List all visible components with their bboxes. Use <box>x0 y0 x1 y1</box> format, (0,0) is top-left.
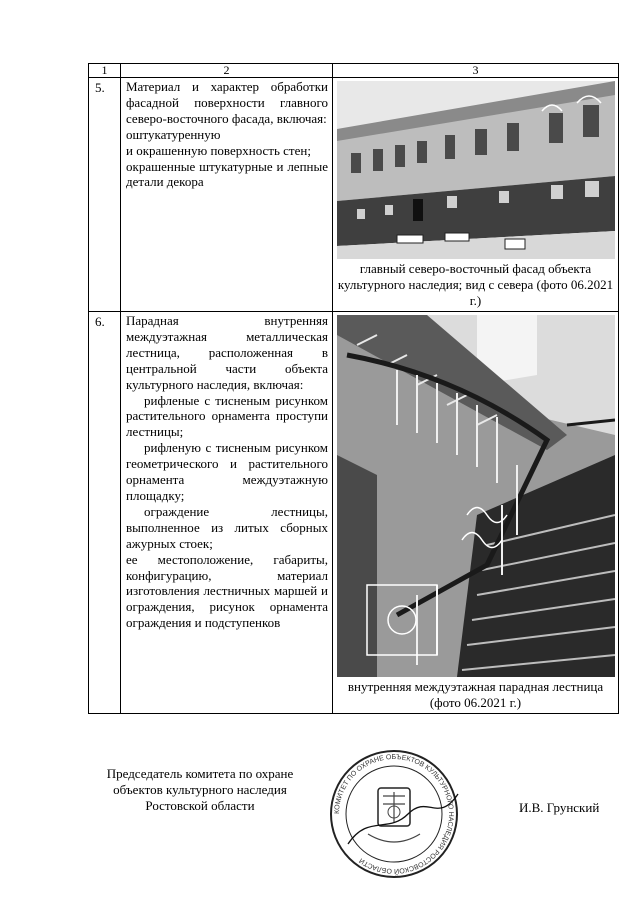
seal-text: КОМИТЕТ ПО ОХРАНЕ ОБЪЕКТОВ КУЛЬТУРНОГО НАСЛЕДИЯ РОСТОВСКОЙ ОБЛАСТИ <box>333 753 455 875</box>
col-header-2: 2 <box>121 64 333 78</box>
header-row <box>89 64 619 78</box>
monuments-table <box>88 63 619 714</box>
photo-cell <box>333 78 619 312</box>
description-line: и окрашенную поверхность стен; <box>126 142 311 158</box>
description-line: Материал и характер обработки фасадной поверхности главного северо-восточного фасада, включая: <box>126 79 328 126</box>
photo-caption: главный северо-восточный фасад объекта культурного наследия; вид с севера (фото 06.2021 г.) <box>337 261 614 308</box>
description-line: ее местоположение, габариты, конфигурацию, материал изготовления лестничных маршей и ограждения, рисунок орнамента ограждения и подступенков <box>126 551 328 631</box>
description-line: окрашенные штукатурные и лепные детали декора <box>126 158 328 190</box>
photo-caption: внутренняя междуэтажная парадная лестница (фото 06.2021 г.) <box>347 679 604 710</box>
signatory-name: И.В. Грунский <box>519 800 600 815</box>
table-row-6 <box>89 312 619 714</box>
col-header-1: 1 <box>89 64 121 78</box>
official-seal <box>328 748 460 880</box>
table-row-5 <box>89 78 619 312</box>
row-number: 6. <box>89 312 121 714</box>
photo-cell <box>333 312 619 714</box>
description-line: ограждение лестницы, выполненное из литых сборных ажурных стоек; <box>126 503 328 551</box>
description-line: Парадная внутренняя междуэтажная металлическая лестница, расположенная в центральной части объекта культурного наследия, включая: <box>126 313 328 392</box>
staircase-photo <box>337 315 615 677</box>
col-header-3: 3 <box>333 64 619 78</box>
signatory-position: Председатель комитета по охране объектов культурного наследия Ростовской области <box>106 766 294 813</box>
description-line: рифленую с тисненым рисунком геометрического и растительного орнамента междуэтажную площадку; <box>126 440 328 503</box>
row-number: 5. <box>89 78 121 312</box>
description-line: рифленые с тисненым рисунком растительного орнамента проступи лестницы; <box>126 392 328 440</box>
row-description <box>121 312 333 714</box>
row-description <box>121 78 333 312</box>
facade-photo <box>337 81 615 259</box>
description-line: оштукатуренную <box>126 126 221 142</box>
